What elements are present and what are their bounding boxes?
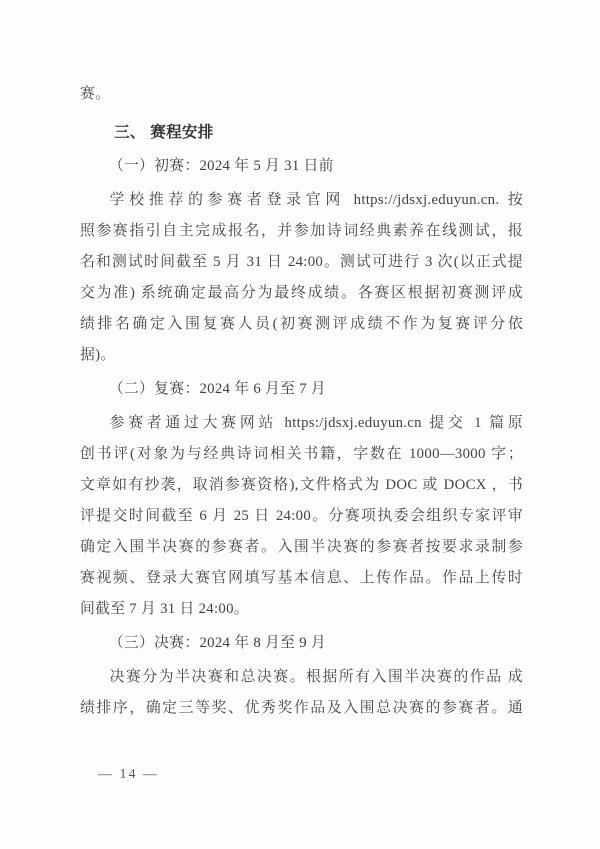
text-line: 学校推荐的参赛者登录官网 https://jdsxj.eduyun.cn. 按 — [109, 192, 523, 208]
text-line: 据)。 — [80, 347, 116, 363]
text-line: 交为准) 系统确定最高分为最终成绩。各赛区根据初赛测评成 — [80, 285, 523, 301]
text-line: 文章如有抄袭，取消参赛资格),文件格式为 DOC 或 DOCX ，书 — [80, 477, 523, 493]
text-line: 间截至 7 月 31 日 24:00。 — [80, 601, 249, 617]
text-line: 绩排名确定入围复赛人员(初赛测评成绩不作为复赛评分依 — [80, 316, 523, 332]
text-line: 照参赛指引自主完成报名，并参加诗词经典素养在线测试，报 — [80, 223, 523, 239]
text-line: 参赛者通过大赛网站 https:/jdsxj.eduyun.cn 提交 1 篇原 — [109, 415, 523, 431]
text-line: 名和测试时间截至 5 月 31 日 24:00。测试可进行 3 次(以正式提 — [80, 254, 523, 270]
subsection-title-semifinal: （二）复赛：2024 年 6 月至 7 月 — [108, 381, 327, 397]
page-number: — 14 — — [98, 767, 159, 782]
section-heading: 三、 赛程安排 — [114, 124, 214, 141]
text-line: 评提交时间截至 6 月 25 日 24:00。分赛项执委会组织专家评审 — [80, 508, 523, 524]
text-line: 赛视频、登录大赛官网填写基本信息、上传作品。作品上传时 — [80, 570, 523, 586]
text-line: 决赛分为半决赛和总决赛。根据所有入围半决赛的作品 成 — [109, 669, 523, 685]
continuation-text-line: 赛。 — [80, 86, 111, 102]
subsection-title-final: （三）决赛：2024 年 8 月至 9 月 — [108, 635, 327, 651]
text-line: 创书评(对象为与经典诗词相关书籍，字数在 1000—3000 字； — [80, 446, 523, 462]
text-line: 确定入围半决赛的参赛者。入围半决赛的参赛者按要求录制参 — [80, 539, 523, 555]
document-body — [80, 0, 523, 790]
text-line: 绩排序，确定三等奖、优秀奖作品及入围总决赛的参赛者。通 — [80, 700, 523, 716]
subsection-title-preliminary: （一）初赛：2024 年 5 月 31 日前 — [108, 158, 334, 174]
